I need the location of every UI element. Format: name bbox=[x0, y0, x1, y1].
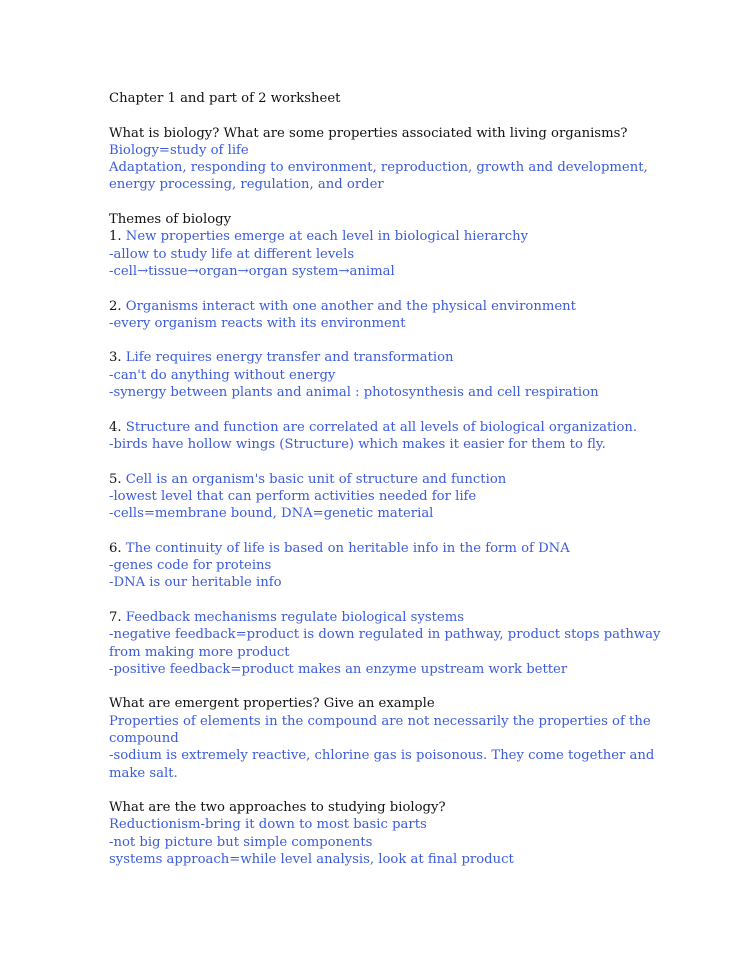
answer-line: energy processing, regulation, and order bbox=[109, 177, 384, 193]
theme-number: 3. bbox=[109, 350, 122, 366]
theme-note: -positive feedback=product makes an enzyme upstream work better bbox=[109, 661, 568, 677]
spacer bbox=[109, 280, 669, 297]
question-text: What are the two approaches to studying biology? bbox=[109, 800, 446, 816]
theme-title: New properties emerge at each level in biological hierarchy bbox=[121, 229, 529, 245]
themes-section bbox=[109, 211, 669, 678]
theme-title: Cell is an organism's basic unit of structure and function bbox=[121, 471, 507, 487]
theme-note: -genes code for proteins bbox=[109, 558, 272, 574]
theme-title-line bbox=[109, 540, 669, 557]
spacer bbox=[109, 678, 669, 695]
answer-line: compound bbox=[109, 730, 179, 746]
theme-item-4 bbox=[109, 419, 669, 454]
theme-number: 4. bbox=[109, 419, 122, 435]
answer-line: Reductionism-bring it down to most basic parts bbox=[109, 817, 427, 833]
theme-note: -every organism reacts with its environment bbox=[109, 315, 406, 331]
spacer bbox=[109, 107, 669, 124]
question-text: What are emergent properties? Give an example bbox=[109, 696, 435, 712]
theme-title-line bbox=[109, 609, 669, 626]
theme-item-7 bbox=[109, 609, 669, 678]
answer-line: Properties of elements in the compound are not necessarily the properties of the bbox=[109, 713, 651, 729]
theme-item-1 bbox=[109, 228, 669, 280]
theme-note: -negative feedback=product is down regulated in pathway, product stops pathway bbox=[109, 627, 661, 643]
theme-number: 7. bbox=[109, 609, 122, 625]
theme-title-line bbox=[109, 349, 669, 366]
theme-item-6 bbox=[109, 540, 669, 592]
worksheet-page bbox=[109, 90, 669, 868]
answer-line: systems approach=while level analysis, look at final product bbox=[109, 852, 514, 868]
spacer bbox=[109, 332, 669, 349]
spacer bbox=[109, 194, 669, 211]
theme-title: Organisms interact with one another and the physical environment bbox=[121, 298, 576, 314]
spacer bbox=[109, 453, 669, 470]
theme-title: Life requires energy transfer and transformation bbox=[121, 350, 454, 366]
theme-item-2 bbox=[109, 298, 669, 333]
theme-title: Feedback mechanisms regulate biological systems bbox=[121, 609, 464, 625]
theme-title-line bbox=[109, 419, 669, 436]
spacer bbox=[109, 522, 669, 539]
theme-note: from making more product bbox=[109, 644, 290, 660]
theme-title: The continuity of life is based on heritable info in the form of DNA bbox=[121, 540, 570, 556]
theme-note: -DNA is our heritable info bbox=[109, 575, 282, 591]
theme-item-3 bbox=[109, 349, 669, 401]
theme-title-line bbox=[109, 471, 669, 488]
theme-note: -cell→tissue→organ→organ system→animal bbox=[109, 263, 395, 279]
theme-note: -synergy between plants and animal : photosynthesis and cell respiration bbox=[109, 385, 599, 401]
themes-heading: Themes of biology bbox=[109, 212, 232, 228]
answer-line: -not big picture but simple components bbox=[109, 834, 373, 850]
spacer bbox=[109, 401, 669, 418]
question-block-3 bbox=[109, 799, 669, 868]
answer-line: make salt. bbox=[109, 765, 178, 781]
question-block-2 bbox=[109, 695, 669, 781]
theme-note: -can't do anything without energy bbox=[109, 367, 336, 383]
theme-number: 2. bbox=[109, 298, 122, 314]
question-text: What is biology? What are some properties associated with living organisms? bbox=[109, 125, 628, 141]
theme-title: Structure and function are correlated at all levels of biological organization. bbox=[121, 419, 638, 435]
theme-note: -allow to study life at different levels bbox=[109, 246, 355, 262]
theme-title-line bbox=[109, 228, 669, 245]
theme-note: -birds have hollow wings (Structure) which makes it easier for them to fly. bbox=[109, 436, 606, 452]
theme-item-5 bbox=[109, 471, 669, 523]
theme-number: 5. bbox=[109, 471, 122, 487]
theme-note: -cells=membrane bound, DNA=genetic material bbox=[109, 506, 434, 522]
answer-line: -sodium is extremely reactive, chlorine gas is poisonous. They come together and bbox=[109, 748, 655, 764]
theme-number: 1. bbox=[109, 229, 122, 245]
worksheet-title: Chapter 1 and part of 2 worksheet bbox=[109, 91, 341, 106]
spacer bbox=[109, 592, 669, 609]
answer-line: Biology=study of life bbox=[109, 142, 249, 158]
spacer bbox=[109, 782, 669, 799]
question-block-1 bbox=[109, 125, 669, 194]
theme-number: 6. bbox=[109, 540, 122, 556]
theme-note: -lowest level that can perform activities needed for life bbox=[109, 488, 477, 504]
theme-title-line bbox=[109, 298, 669, 315]
answer-line: Adaptation, responding to environment, reproduction, growth and development, bbox=[109, 160, 648, 176]
